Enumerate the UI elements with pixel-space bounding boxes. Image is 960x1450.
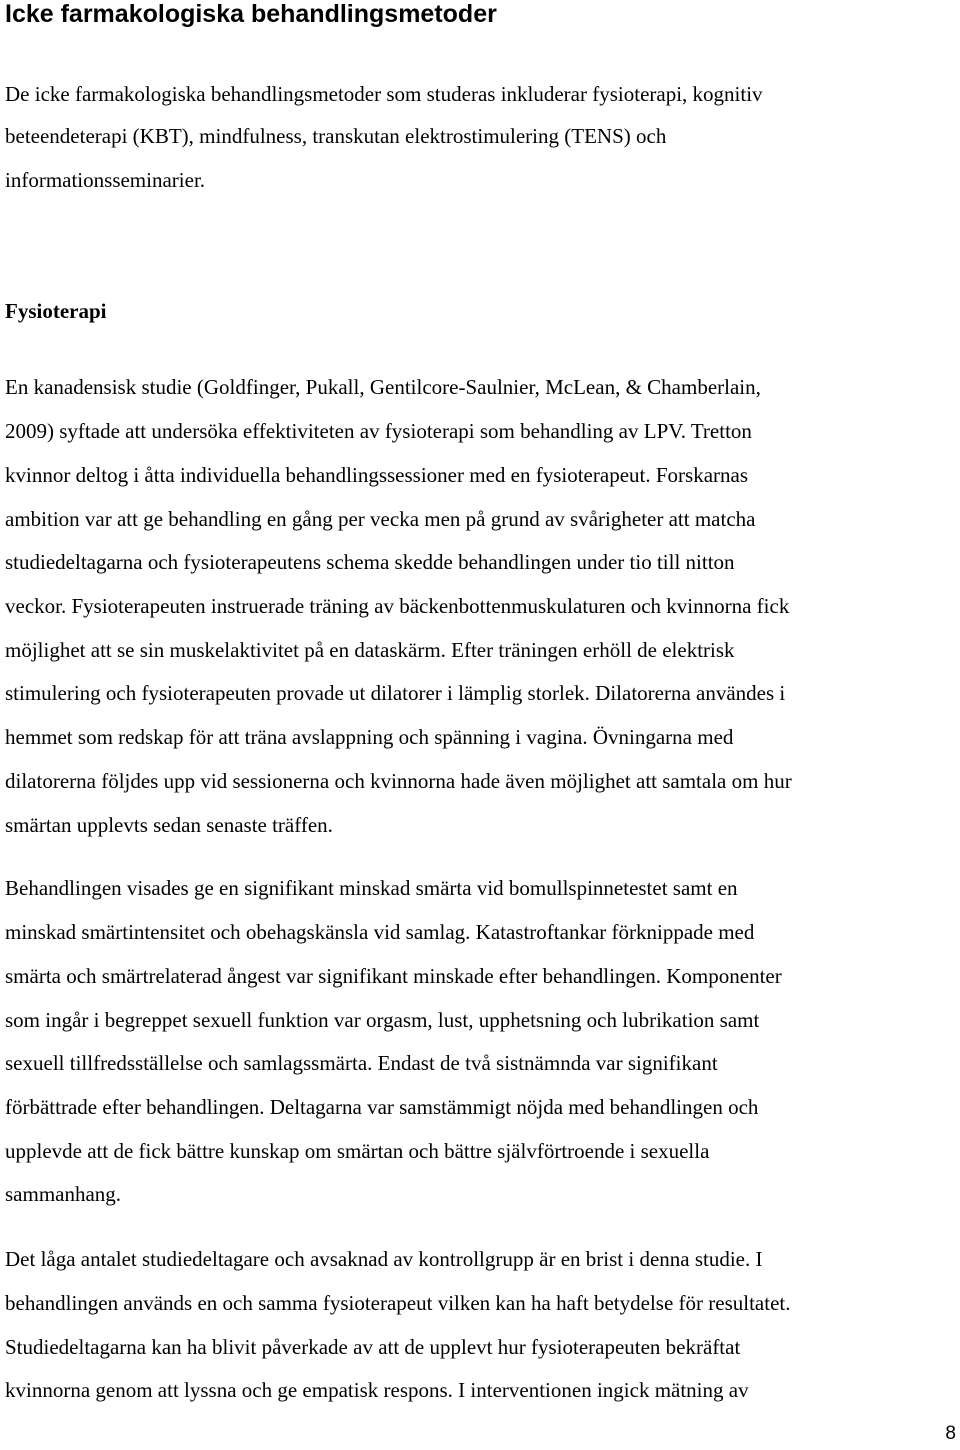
text-line: förbättrade efter behandlingen. Deltagarna var samstämmigt nöjda med behandlingen och [5, 1095, 759, 1119]
text-line: sammanhang. [5, 1182, 122, 1206]
text-line: beteendeterapi (KBT), mindfulness, transkutan elektrostimulering (TENS) och [5, 124, 667, 148]
text-line: Behandlingen visades ge en signifikant minskad smärta vid bomullspinnetestet samt en [5, 876, 738, 900]
text-line: minskad smärtintensitet och obehagskänsla vid samlag. Katastroftankar förknippade med [5, 920, 755, 944]
text-line: studiedeltagarna och fysioterapeutens schema skedde behandlingen under tio till nitton [5, 550, 735, 574]
text-line: dilatorerna följdes upp vid sessionerna och kvinnorna hade även möjlighet att samtala om hur [5, 769, 792, 793]
text-line: Studiedeltagarna kan ha blivit påverkade av att de upplevt hur fysioterapeuten bekräftat [5, 1335, 741, 1359]
text-line: kvinnorna genom att lyssna och ge empatisk respons. I interventionen ingick mätning av [5, 1378, 749, 1402]
text-line: upplevde att de fick bättre kunskap om smärtan och bättre självförtroende i sexuella [5, 1139, 710, 1163]
text-line: möjlighet att se sin muskelaktivitet på en dataskärm. Efter träningen erhöll de elektrisk [5, 638, 735, 662]
text-line: smärta och smärtrelaterad ångest var signifikant minskade efter behandlingen. Komponenter [5, 964, 782, 988]
text-line: behandlingen används en och samma fysioterapeut vilken kan ha haft betydelse för resultatet. [5, 1291, 791, 1315]
text-line: som ingår i begreppet sexuell funktion var orgasm, lust, upphetsning och lubrikation samt [5, 1008, 760, 1032]
text-line: ambition var att ge behandling en gång per vecka men på grund av svårigheter att matcha [5, 507, 756, 531]
text-line: veckor. Fysioterapeuten instruerade träning av bäckenbottenmuskulaturen och kvinnorna fick [5, 594, 790, 618]
text-line: smärtan upplevts sedan senaste träffen. [5, 813, 333, 837]
text-line: En kanadensisk studie (Goldfinger, Pukall, Gentilcore-Saulnier, McLean, & Chamberlain, [5, 375, 761, 399]
section-title: Fysioterapi [5, 299, 107, 323]
text-line: Det låga antalet studiedeltagare och avsaknad av kontrollgrupp är en brist i denna studie. I [5, 1247, 763, 1271]
text-line: sexuell tillfredsställelse och samlagssmärta. Endast de två sistnämnda var signifikant [5, 1051, 718, 1075]
text-line: De icke farmakologiska behandlingsmetoder som studeras inkluderar fysioterapi, kognitiv [5, 82, 763, 106]
text-line: hemmet som redskap för att träna avslappning och spänning i vagina. Övningarna med [5, 725, 734, 749]
page-heading: Icke farmakologiska behandlingsmetoder [5, 0, 497, 28]
text-line: kvinnor deltog i åtta individuella behandlingssessioner med en fysioterapeut. Forskarnas [5, 463, 748, 487]
text-line: 2009) syftade att undersöka effektiviteten av fysioterapi som behandling av LPV. Tretton [5, 419, 752, 443]
text-line: stimulering och fysioterapeuten provade ut dilatorer i lämplig storlek. Dilatorerna användes i [5, 681, 786, 705]
page-number: 8 [945, 1423, 956, 1444]
text-line: informationsseminarier. [5, 168, 206, 192]
